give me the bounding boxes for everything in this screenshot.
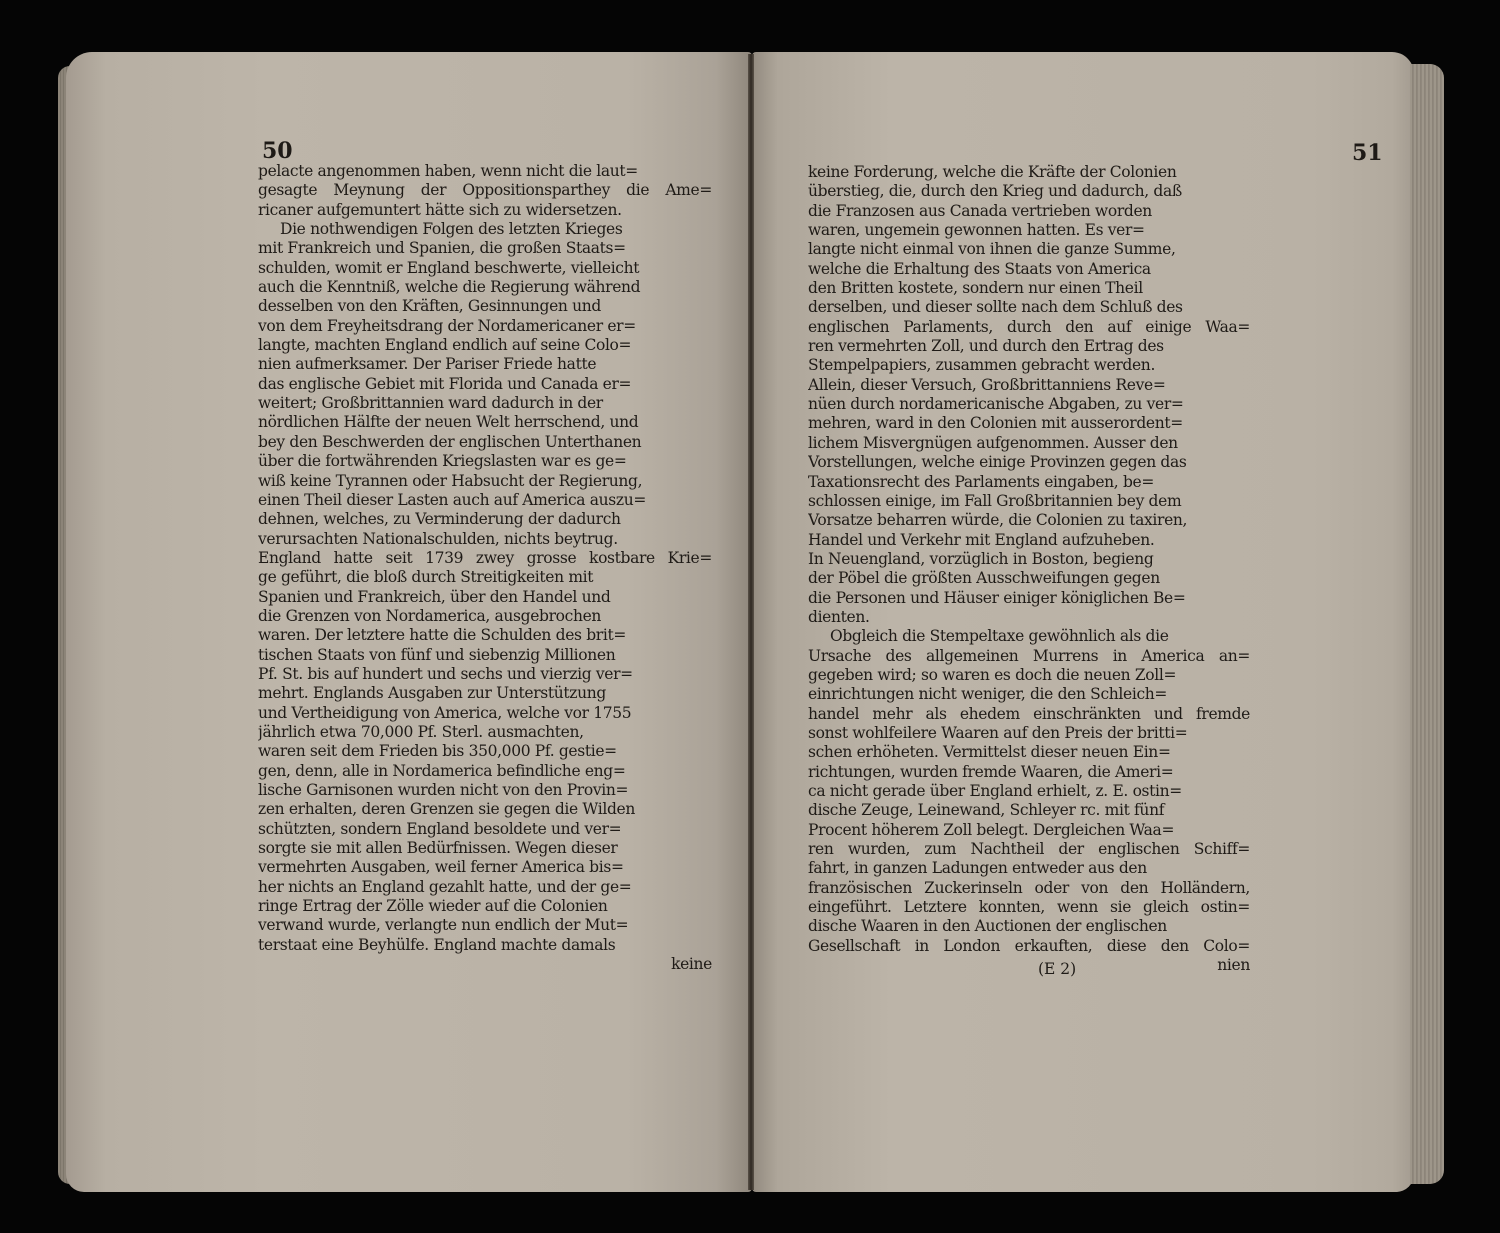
text-line: ca nicht gerade über England erhielt, z. E. ostin= (808, 782, 1182, 800)
text-line: In Neuengland, vorzüglich in Boston, begieng (808, 549, 1154, 568)
text-line: der Pöbel die größten Ausschweifungen gegen (808, 569, 1160, 588)
text-line: handel mehr als ehedem einschränkten und fremde (808, 704, 1250, 723)
text-line: mit Frankreich und Spanien, die großen Staats= (258, 239, 626, 258)
text-line: richtungen, wurden fremde Waaren, die Ameri= (808, 762, 1174, 781)
text-line: ren vermehrten Zoll, und durch den Ertrag des (808, 337, 1164, 356)
right-page (752, 52, 1414, 1192)
text-line: Ursache des allgemeinen Murrens in America an= (808, 646, 1250, 665)
text-line: welche die Erhaltung des Staats von America (808, 259, 1151, 278)
text-line: zen erhalten, deren Grenzen sie gegen die Wilden (258, 800, 635, 819)
text-line: schen erhöheten. Vermittelst dieser neuen Ein= (808, 743, 1171, 762)
text-line: lichem Misvergnügen aufgenommen. Ausser den (808, 433, 1178, 452)
text-line: Obgleich die Stempeltaxe gewöhnlich als die (830, 627, 1169, 646)
text-line: sonst wohlfeilere Waaren auf den Preis der britti= (808, 723, 1188, 742)
text-line: Allein, dieser Versuch, Großbrittanniens Reve= (808, 375, 1166, 394)
text-line: mehren, ward in den Colonien mit ausserordent= (808, 414, 1183, 433)
open-book (58, 42, 1446, 1194)
text-line: dienten. (808, 607, 870, 626)
left-page (66, 52, 752, 1192)
text-line: wiß keine Tyrannen oder Habsucht der Regierung, (258, 471, 643, 490)
text-line: langte, machten England endlich auf seine Colo= (258, 336, 632, 355)
right-page-number: 51 (1352, 140, 1383, 166)
text-line: den Britten kostete, sondern nur einen Theil (808, 279, 1143, 298)
text-line: Spanien und Frankreich, über den Handel und (258, 587, 611, 606)
text-line: einen Theil dieser Lasten auch auf America auszu= (258, 490, 646, 509)
text-line: gesagte Meynung der Oppositionsparthey die Ame= (258, 181, 712, 200)
catchword: keine (671, 955, 712, 974)
text-line: Vorsatze beharren würde, die Colonien zu taxiren, (808, 511, 1188, 530)
text-line: dehnen, welches, zu Verminderung der dadurch (258, 510, 621, 529)
text-line: dische Waaren in den Auctionen der englischen (808, 917, 1167, 936)
text-line: gen, denn, alle in Nordamerica befindliche eng= (258, 761, 626, 780)
text-line: langte nicht einmal von ihnen die ganze Summe, (808, 240, 1176, 259)
text-line: dische Zeuge, Leinewand, Schleyer rc. mit fünf (808, 801, 1165, 820)
text-line: auch die Kenntniß, welche die Regierung während (258, 278, 641, 297)
text-line: mehrt. Englands Ausgaben zur Unterstützung (258, 684, 606, 703)
text-line: Gesellschaft in London erkauften, diese den Colo= (808, 936, 1250, 955)
text-line: überstieg, die, durch den Krieg und dadurch, daß (808, 182, 1182, 201)
text-line: eingeführt. Letztere konnten, wenn sie gleich ostin= (808, 898, 1250, 917)
text-line: England hatte seit 1739 zwey grosse kostbare Krie= (258, 548, 712, 567)
text-line: Handel und Verkehr mit England aufzuheben. (808, 530, 1155, 549)
text-line: ren wurden, zum Nachtheil der englischen Schiff= (808, 840, 1250, 859)
right-page-edges (1410, 64, 1444, 1184)
text-line: nördlichen Hälfte der neuen Welt herrschend, und (258, 413, 639, 432)
text-line: englischen Parlaments, durch den auf einige Waa= (808, 317, 1250, 336)
signature-mark: (E 2) (1038, 960, 1077, 978)
text-line: terstaat eine Beyhülfe. England machte damals (258, 935, 616, 954)
text-line: schulden, womit er England beschwerte, vielleicht (258, 258, 640, 277)
text-line: ge geführt, die bloß durch Streitigkeiten mit (258, 568, 594, 587)
text-line: einrichtungen nicht weniger, die den Schleich= (808, 685, 1168, 704)
text-line: bey den Beschwerden der englischen Unterthanen (258, 432, 642, 451)
text-line: gegeben wird; so waren es doch die neuen Zoll= (808, 665, 1177, 684)
text-line: desselben von den Kräften, Gesinnungen und (258, 297, 601, 316)
text-line: vermehrten Ausgaben, weil ferner America bis= (258, 858, 624, 877)
text-line: Die nothwendigen Folgen des letzten Krieges (280, 220, 623, 239)
text-line: sorgte sie mit allen Bedürfnissen. Wegen dieser (258, 839, 618, 858)
text-line: her nichts an England gezahlt hatte, und der ge= (258, 877, 632, 896)
text-line: das englische Gebiet mit Florida und Canada er= (258, 374, 632, 393)
text-line: schlossen einige, im Fall Großbritannien bey dem (808, 491, 1182, 510)
text-line: derselben, und dieser sollte nach dem Schluß des (808, 298, 1183, 317)
text-line: Procent höherem Zoll belegt. Dergleichen Waa= (808, 820, 1175, 839)
book-gutter (748, 54, 754, 1190)
text-line: über die fortwährenden Kriegslasten war es ge= (258, 452, 627, 471)
text-line: lische Garnisonen wurden nicht von den Provin= (258, 781, 629, 799)
text-line: und Vertheidigung von America, welche vor 1755 (258, 703, 632, 722)
text-line: schützten, sondern England besoldete und ver= (258, 819, 622, 838)
text-line: jährlich etwa 70,000 Pf. Sterl. ausmachten, (258, 722, 584, 741)
text-line: tischen Staats von fünf und siebenzig Millionen (258, 645, 616, 664)
text-line: nien aufmerksamer. Der Pariser Friede hatte (258, 355, 597, 374)
text-line: von dem Freyheitsdrang der Nordamericaner er= (258, 316, 636, 335)
text-line: waren. Der letztere hatte die Schulden des brit= (258, 626, 626, 645)
text-line: Stempelpapiers, zusammen gebracht werden. (808, 356, 1156, 375)
text-line: ricaner aufgemuntert hätte sich zu widersetzen. (258, 200, 622, 219)
text-line: waren, ungemein gewonnen hatten. Es ver= (808, 221, 1145, 240)
left-page-number: 50 (262, 138, 293, 164)
text-line: ringe Ertrag der Zölle wieder auf die Colonien (258, 897, 608, 916)
text-line: die Franzosen aus Canada vertrieben worden (808, 201, 1152, 220)
left-page-text (258, 162, 712, 974)
text-line: nüen durch nordamericanische Abgaben, zu ver= (808, 395, 1184, 414)
text-line: die Personen und Häuser einiger königlichen Be= (808, 588, 1186, 607)
text-line: Vorstellungen, welche einige Provinzen gegen das (808, 453, 1187, 472)
text-line: pelacte angenommen haben, wenn nicht die laut= (258, 162, 638, 180)
text-line: verursachten Nationalschulden, nichts beytrug. (258, 529, 618, 548)
text-line: waren seit dem Frieden bis 350,000 Pf. gestie= (258, 742, 617, 761)
text-line: Pf. St. bis auf hundert und sechs und vierzig ver= (258, 664, 633, 683)
text-line: keine Forderung, welche die Kräfte der Colonien (808, 163, 1177, 181)
text-line: verwand wurde, verlangte nun endlich der Mut= (258, 916, 629, 935)
catchword: nien (1217, 956, 1250, 975)
text-line: Taxationsrecht des Parlaments eingaben, be= (808, 472, 1154, 491)
right-page-text (808, 163, 1250, 975)
text-line: die Grenzen von Nordamerica, ausgebrochen (258, 606, 602, 625)
text-line: fahrt, in ganzen Ladungen entweder aus den (808, 859, 1147, 878)
text-line: französischen Zuckerinseln oder von den Holländern, (808, 878, 1250, 897)
text-line: weitert; Großbrittannien ward dadurch in der (258, 394, 603, 413)
